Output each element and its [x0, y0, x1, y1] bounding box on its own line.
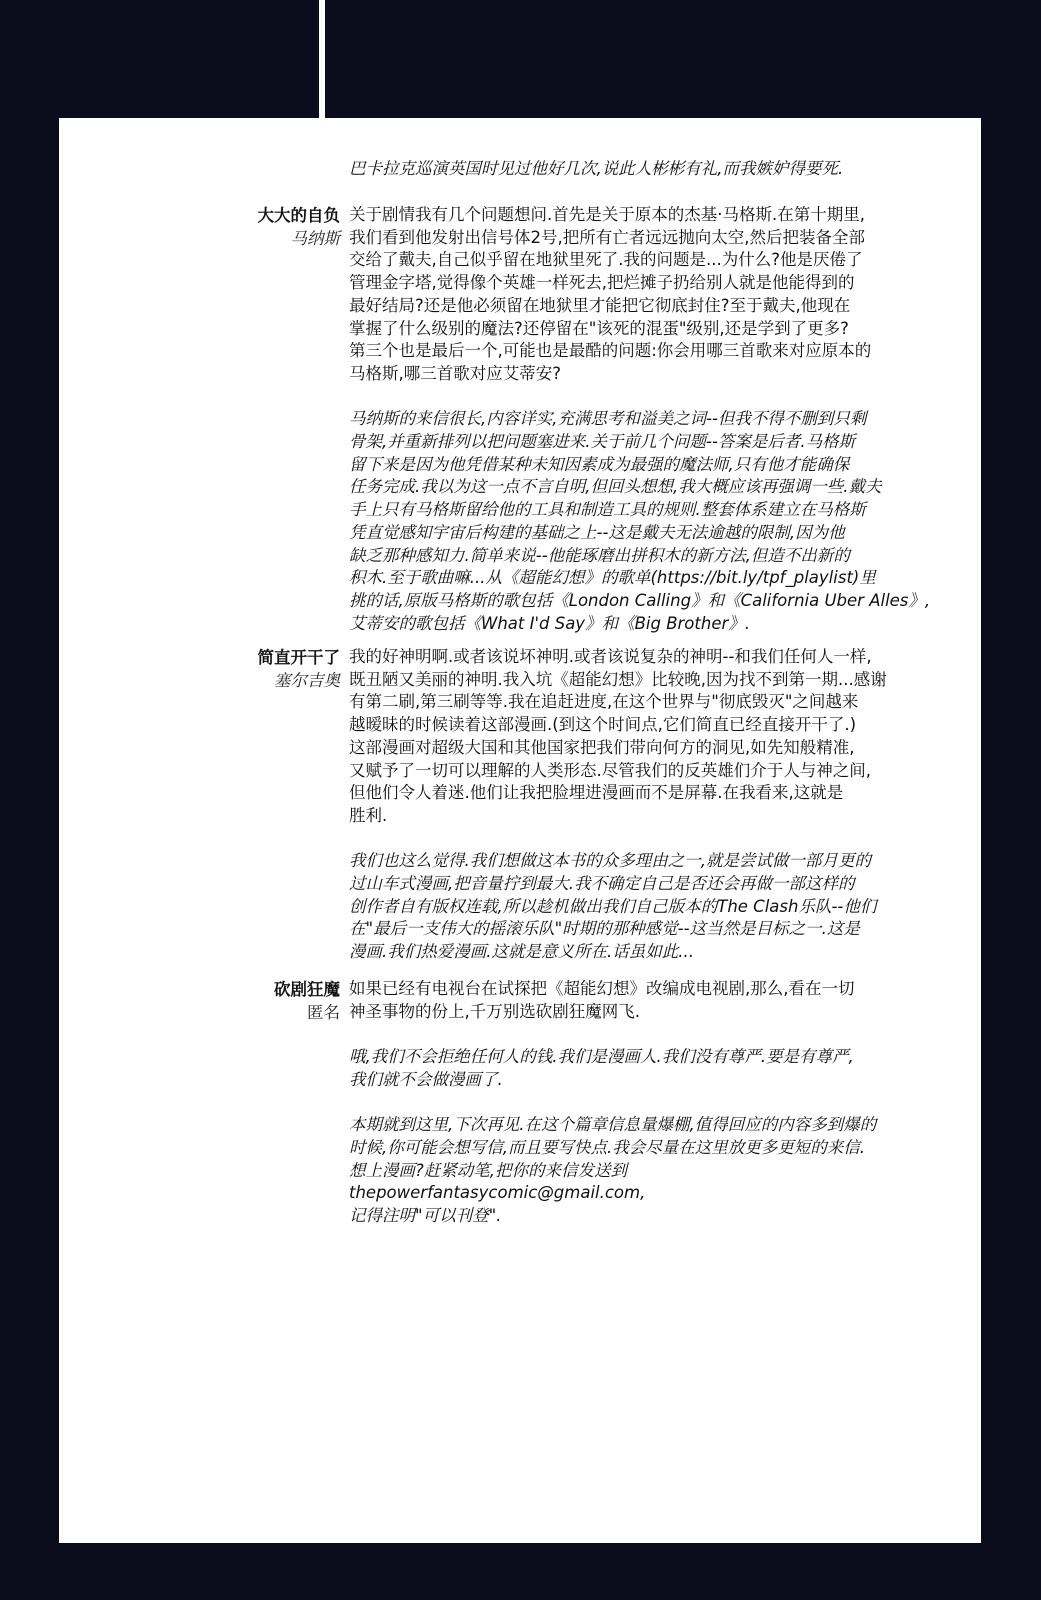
- editor-reply: 马纳斯的来信很长,内容详实,充满思考和溢美之词--但我不得不删到只剩 骨架,并重新排列以把问题塞进来.关于前几个问题--答案是后者.马格斯 留下来是因为他凭借某种未知因素成为最强的魔法师,只有他才能确保 任务完成.我以为这一点不言自明,但回头想想,我大概应该再强调一些.戴夫 手上只有马格斯留给他的工具和制造工具的规则.整套体系建立在马格斯 凭直觉感知宇宙后构建的基础之上--这是戴夫无法逾越的限制,因为他 缺乏那种感知力.简单来说--他能琢磨出拼积木的新方法,但造不出新的 积木.至于歌曲嘛...从《超能幻想》的歌单(https://bit.ly/tpf_playlist)里 挑的话,原版马格斯的歌包括《London Calling》和《California Uber Alles》, 艾蒂安的歌包括《What I'd Say》和《Big Brother》.: [349, 409, 931, 633]
- editor-reply: 哦,我们不会拒绝任何人的钱.我们是漫画人.我们没有尊严.要是有尊严, 我们就不会做漫画了.: [349, 1047, 854, 1089]
- intro-body: [349, 158, 949, 181]
- panel-divider: [319, 0, 325, 118]
- letter-heading: [59, 646, 340, 692]
- intro-text: 巴卡拉克巡演英国时见过他好几次,说此人彬彬有礼,而我嫉妒得要死.: [349, 159, 844, 178]
- letters-page: [59, 118, 981, 1543]
- letter-author: 塞尔吉奥: [274, 671, 340, 690]
- letter-text: 如果已经有电视台在试探把《超能幻想》改编成电视剧,那么,看在一切 神圣事物的份上,千万别选砍剧狂魔网飞.: [349, 979, 855, 1021]
- letter-author: 马纳斯: [290, 229, 340, 248]
- closing-note: 本期就到这里,下次再见.在这个篇章信息量爆棚,值得回应的内容多到爆的 时候,你可能会想写信,而且要写快点.我会尽量在这里放更多更短的来信. 想上漫画?赶紧动笔,把你的来信发送到 thepowerfantasycomic@gmail.com, 记得注明"可以刊登".: [349, 1115, 877, 1225]
- letter-text: 我的好神明啊.或者该说坏神明.或者该说复杂的神明--和我们任何人一样, 既丑陋又美丽的神明.我入坑《超能幻想》比较晚,因为找不到第一期...感谢 有第二刷,第三刷等等.我在追赶进度,在这个世界与"彻底毁灭"之间越来 越暧昧的时候读着这部漫画.(到这个时间点,它们简直已经直接开干了.) 这部漫画对超级大国和其他国家把我们带向何方的洞见,如先知般精准, 又赋予了一切可以理解的人类形态.尽管我们的反英雄们介于人与神之间, 但他们令人着迷.他们让我把脸埋进漫画而不是屏幕.在我看来,这就是 胜利.: [349, 647, 887, 825]
- letter-title: 大大的自负: [257, 206, 340, 225]
- letter-title: 砍剧狂魔: [274, 980, 340, 999]
- letter-heading: [59, 204, 340, 250]
- letter-text: 关于剧情我有几个问题想问.首先是关于原本的杰基·马格斯.在第十期里, 我们看到他发射出信号体2号,把所有亡者远远抛向太空,然后把装备全部 交给了戴夫,自己似乎留在地狱里死了.我的问题是...为什么?他是厌倦了 管理金字塔,觉得像个英雄一样死去,把烂摊子扔给别人就是他能得到的 最好结局?还是他必须留在地狱里才能把它彻底封住?至于戴夫,他现在 掌握了什么级别的魔法?还停留在"该死的混蛋"级别,还是学到了更多? 第三个也是最后一个,可能也是最酷的问题:你会用哪三首歌来对应原本的 马格斯,哪三首歌对应艾蒂安?: [349, 205, 872, 383]
- letter-title: 简直开干了: [257, 648, 340, 667]
- letter-heading: [59, 978, 340, 1024]
- editor-reply: 我们也这么觉得.我们想做这本书的众多理由之一,就是尝试做一部月更的 过山车式漫画,把音量拧到最大.我不确定自己是否还会再做一部这样的 创作者自有版权连载,所以趁机做出我们自己版本的The Clash乐队--他们 在"最后一支伟大的摇滚乐队"时期的那种感觉--这当然是目标之一.这是 漫画.我们热爱漫画.这就是意义所在.话虽如此...: [349, 851, 877, 962]
- letter-body: [349, 978, 949, 1228]
- letter-body: [349, 646, 949, 964]
- letter-author: 匿名: [307, 1003, 340, 1022]
- letter-body: [349, 204, 949, 635]
